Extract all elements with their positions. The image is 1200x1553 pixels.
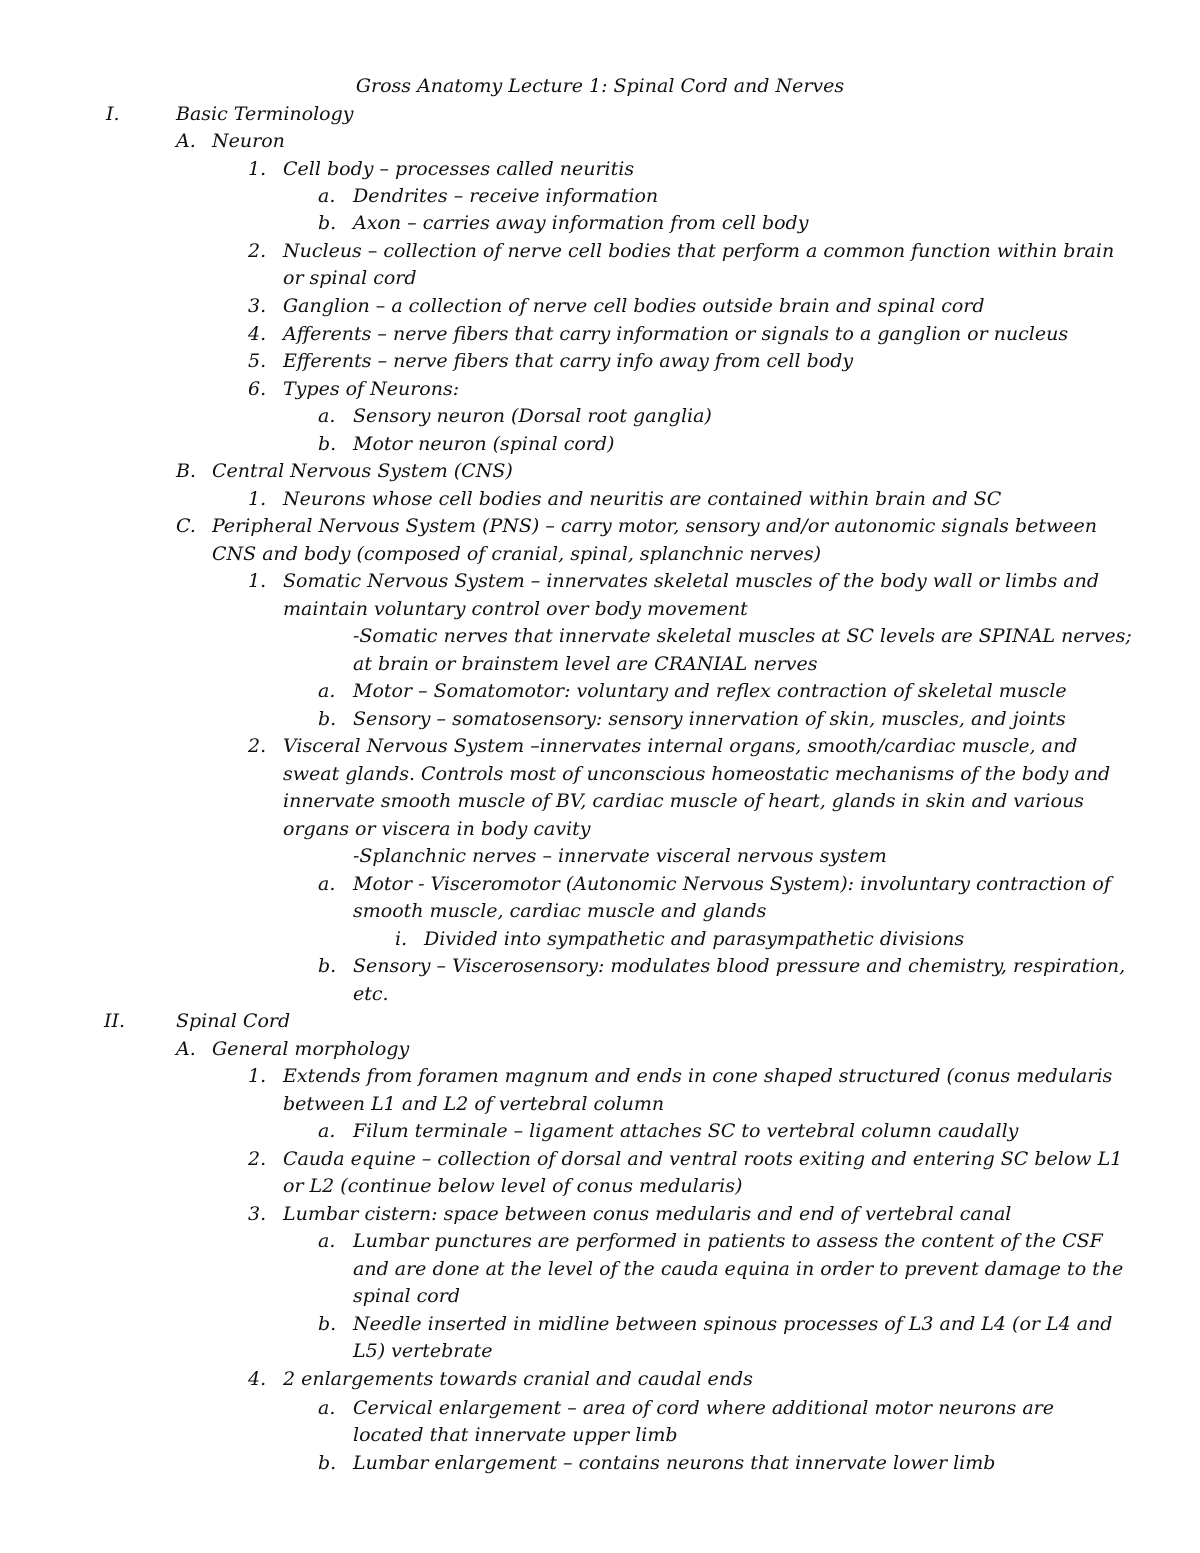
outline-label: 5.	[248, 350, 267, 372]
outline-text: Filum terminale – ligament attaches SC to vertebral column caudally	[353, 1120, 1019, 1142]
outline-text: organs or viscera in body cavity	[283, 818, 591, 840]
outline-text: Visceral Nervous System –innervates internal organs, smooth/cardiac muscle, and	[283, 735, 1078, 757]
outline-label: b.	[318, 433, 337, 455]
outline-text: smooth muscle, cardiac muscle and glands	[353, 900, 767, 922]
outline-text: Neurons whose cell bodies and neuritis are contained within brain and SC	[283, 488, 1002, 510]
outline-text: or L2 (continue below level of conus medularis)	[283, 1175, 743, 1197]
outline-text: Lumbar cistern: space between conus medularis and end of vertebral canal	[283, 1203, 1012, 1225]
outline-text: Axon – carries away information from cell body	[353, 212, 809, 234]
outline-label: a.	[318, 1230, 336, 1252]
outline-text: Afferents – nerve fibers that carry information or signals to a ganglion or nucleus	[283, 323, 1069, 345]
outline-text: Motor - Visceromotor (Autonomic Nervous System): involuntary contraction of	[353, 873, 1111, 895]
outline-text: Basic Terminology	[176, 103, 354, 125]
outline-label: a.	[318, 680, 336, 702]
outline-label: 1.	[248, 570, 267, 592]
outline-text: Central Nervous System (CNS)	[212, 460, 513, 482]
outline-text: -Somatic nerves that innervate skeletal muscles at SC levels are SPINAL nerves;	[353, 625, 1132, 647]
outline-text: Peripheral Nervous System (PNS) – carry motor, sensory and/or autonomic signals between	[212, 515, 1097, 537]
outline-text: CNS and body (composed of cranial, spinal, splanchnic nerves)	[212, 543, 822, 565]
outline-label: 4.	[248, 1368, 267, 1390]
outline-text: Lumbar enlargement – contains neurons that innervate lower limb	[353, 1452, 996, 1474]
outline-text: Types of Neurons:	[283, 378, 460, 400]
outline-label: B.	[176, 460, 197, 482]
outline-label: a.	[318, 1397, 336, 1419]
outline-text: General morphology	[212, 1038, 410, 1060]
outline-text: Needle inserted in midline between spinous processes of L3 and L4 (or L4 and	[353, 1313, 1113, 1335]
outline-text: Cell body – processes called neuritis	[283, 158, 635, 180]
outline-label: 3.	[248, 295, 267, 317]
outline-text: Somatic Nervous System – innervates skeletal muscles of the body wall or limbs and	[283, 570, 1099, 592]
outline-label: 2.	[248, 1148, 267, 1170]
outline-text: etc.	[353, 983, 389, 1005]
outline-label: II.	[104, 1010, 126, 1032]
outline-text: or spinal cord	[283, 267, 417, 289]
outline-text: Sensory – somatosensory: sensory innervation of skin, muscles, and joints	[353, 708, 1066, 730]
outline-text: L5) vertebrate	[353, 1340, 493, 1362]
outline-text: Sensory neuron (Dorsal root ganglia)	[353, 405, 712, 427]
outline-text: sweat glands. Controls most of unconscious homeostatic mechanisms of the body and	[283, 763, 1111, 785]
outline-text: maintain voluntary control over body movement	[283, 598, 748, 620]
outline-label: 2.	[248, 735, 267, 757]
outline-label: 4.	[248, 323, 267, 345]
outline-label: b.	[318, 212, 337, 234]
outline-label: a.	[318, 185, 336, 207]
outline-label: I.	[106, 103, 120, 125]
outline-text: spinal cord	[353, 1285, 460, 1307]
outline-label: b.	[318, 1452, 337, 1474]
outline-label: i.	[395, 928, 408, 950]
outline-label: 6.	[248, 378, 267, 400]
outline-text: Divided into sympathetic and parasympathetic divisions	[424, 928, 965, 950]
outline-text: Motor neuron (spinal cord)	[353, 433, 615, 455]
outline-label: 1.	[248, 158, 267, 180]
outline-text: Cauda equine – collection of dorsal and ventral roots exiting and entering SC below L1	[283, 1148, 1123, 1170]
outline-text: Neuron	[212, 130, 285, 152]
outline-text: Spinal Cord	[176, 1010, 291, 1032]
outline-text: Lumbar punctures are performed in patients to assess the content of the CSF	[353, 1230, 1103, 1252]
outline-text: Extends from foramen magnum and ends in cone shaped structured (conus medularis	[283, 1065, 1113, 1087]
outline-text: -Splanchnic nerves – innervate visceral nervous system	[353, 845, 887, 867]
outline-label: C.	[176, 515, 196, 537]
outline-label: A.	[176, 130, 196, 152]
outline-text: Dendrites – receive information	[353, 185, 659, 207]
outline-label: A.	[176, 1038, 196, 1060]
outline-text: innervate smooth muscle of BV, cardiac muscle of heart, glands in skin and various	[283, 790, 1084, 812]
outline-label: a.	[318, 873, 336, 895]
outline-label: 3.	[248, 1203, 267, 1225]
outline-text: between L1 and L2 of vertebral column	[283, 1093, 665, 1115]
outline-label: b.	[318, 1313, 337, 1335]
outline-text: Ganglion – a collection of nerve cell bodies outside brain and spinal cord	[283, 295, 985, 317]
outline-label: a.	[318, 405, 336, 427]
outline-label: 1.	[248, 1065, 267, 1087]
outline-text: Nucleus – collection of nerve cell bodies that perform a common function within brain	[283, 240, 1115, 262]
outline-text: Cervical enlargement – area of cord where additional motor neurons are	[353, 1397, 1054, 1419]
outline-text: Efferents – nerve fibers that carry info away from cell body	[283, 350, 854, 372]
outline-label: b.	[318, 955, 337, 977]
outline-label: b.	[318, 708, 337, 730]
outline-text: Sensory – Viscerosensory: modulates blood pressure and chemistry, respiration,	[353, 955, 1126, 977]
outline-text: Motor – Somatomotor: voluntary and reflex contraction of skeletal muscle	[353, 680, 1067, 702]
outline-text: located that innervate upper limb	[353, 1424, 678, 1446]
outline-label: a.	[318, 1120, 336, 1142]
outline-text: 2 enlargements towards cranial and caudal ends	[283, 1368, 753, 1390]
outline-label: 1.	[248, 488, 267, 510]
outline-text: at brain or brainstem level are CRANIAL nerves	[353, 653, 818, 675]
document-title: Gross Anatomy Lecture 1: Spinal Cord and Nerves	[355, 75, 845, 97]
outline-text: and are done at the level of the cauda equina in order to prevent damage to the	[353, 1258, 1124, 1280]
outline-label: 2.	[248, 240, 267, 262]
